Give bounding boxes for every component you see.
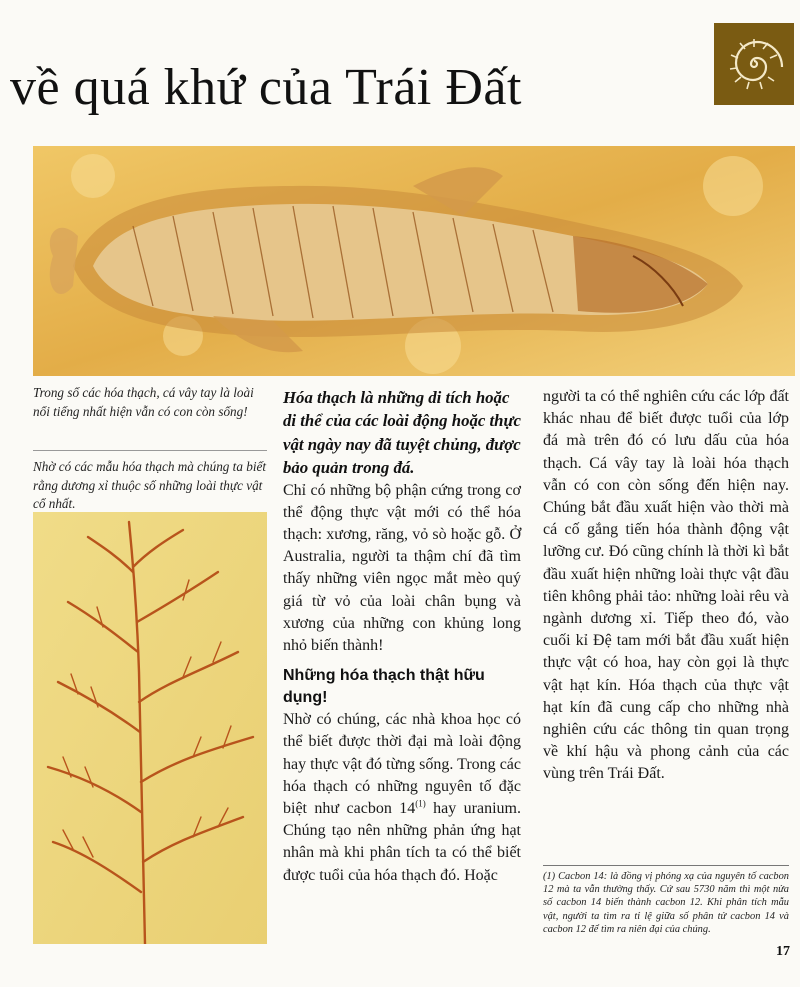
paragraph-2-start: Nhờ có chúng, các nhà khoa học có thể biết được thời đại mà loài động hay thực vật đó từng sống. Trong các hóa thạch có những nguyên tố đặc biệt như cacbon 14 — [283, 711, 521, 818]
fern-caption: Nhờ có các mẫu hóa thạch mà chúng ta biết rằng dương xỉ thuộc số những loài thực vật cổ nhất. — [33, 459, 267, 511]
coelacanth-fossil-image — [33, 146, 795, 376]
fish-caption: Trong số các hóa thạch, cá vây tay là loài nổi tiếng nhất hiện vẫn có con còn sống! — [33, 385, 254, 419]
footnote-marker: (1) — [415, 798, 426, 809]
footnote: (1) Cacbon 14: là đồng vị phóng xạ của nguyên tố cacbon 12 mà ta vẫn thường thấy. Cứ sau 5730 năm thì một nửa số cacbon 14 biến thành cacbon 12. Khi phân tích mẫu vật, người ta tìm ra tỉ lệ giữa số phân tử cacbon 14 và cacbon 12 để tìm ra niên đại của chúng. — [543, 871, 789, 935]
body-paragraph-2 — [283, 709, 521, 887]
paragraph-2-end: hay uranium. Chúng tạo nên những phản ứng hạt nhân mà khi phân tích ta có thể biết được tuổi của hóa thạch đó. Hoặc — [283, 800, 521, 884]
section-heading: Những hóa thạch thật hữu dụng! — [283, 667, 485, 707]
article-column-1 — [283, 386, 521, 887]
ammonite-icon — [722, 31, 786, 97]
ammonite-badge — [714, 23, 794, 105]
page-title: về quá khứ của Trái Đất — [10, 59, 522, 116]
footnote-divider — [543, 865, 789, 866]
caption-divider — [33, 450, 267, 451]
body-paragraph-1: Chỉ có những bộ phận cứng trong cơ thể động thực vật mới có thể hóa thạch: xương, răng, vỏ sò hoặc gỗ. Ở Australia, người ta thậm chí đã tìm thấy những viên ngọc mắt mèo quý giá từ vỏ của loài chân bụng và xương của những con khủng long nhỏ biến thành! — [283, 481, 521, 655]
article-column-2 — [543, 386, 789, 786]
body-paragraph-3: người ta có thể nghiên cứu các lớp đất khác nhau để biết được tuổi của lớp đá mà trên đó có lưu dấu của hóa thạch. Cá vây tay là loài hóa thạch vẫn có con còn sống đến hiện nay. Chúng bắt đầu xuất hiện vào thời mà cá cố gắng tiến hóa thành động vật lưỡng cư. Đó cũng chính là thời kì bắt đầu xuất hiện những loài thực vật đầu tiên không phải tảo: những loài rêu và ngành dương xỉ. Tiếp theo đó, vào cuối kỉ Đệ tam mới bắt đầu xuất hiện thực vật có hoa, hay còn gọi là thực vật hạt kín. Hóa thạch của thực vật hạt kín đã cung cấp cho những nhà nghiên cứu các thông tin quan trọng về khí hậu và phong cảnh của các vùng trên Trái Đất. — [543, 388, 789, 783]
fern-fossil-image — [33, 512, 267, 944]
page-number: 17 — [776, 944, 790, 959]
lead-paragraph: Hóa thạch là những di tích hoặc di thể của các loài động hoặc thực vật ngày nay đã tuyệt chủng, được bảo quản trong đá. — [283, 388, 521, 478]
